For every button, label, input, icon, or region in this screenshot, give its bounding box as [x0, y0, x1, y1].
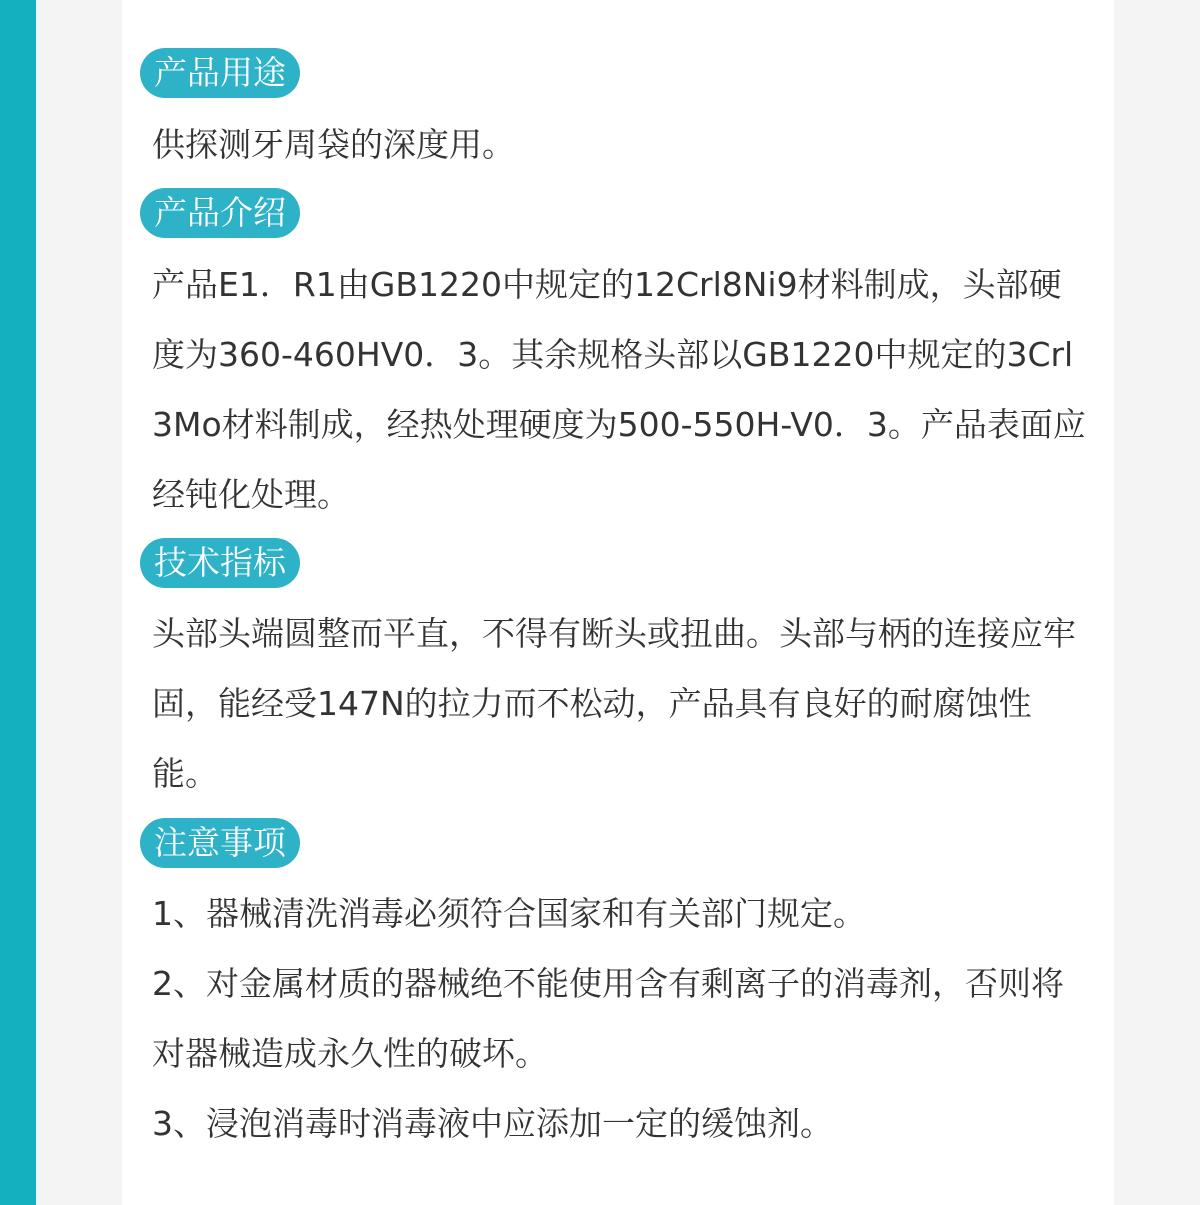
specs-text: 头部头端圆整而平直，不得有断头或扭曲。头部与柄的连接应牢固，能经受147N的拉力而不松动，产品具有良好的耐腐蚀性能。 — [152, 614, 1076, 793]
note-item-2: 2、对金属材质的器械绝不能使用含有剩离子的消毒剂，否则将对器械造成永久性的破坏。 — [152, 964, 1064, 1073]
note-item-1: 1、器械清洗消毒必须符合国家和有关部门规定。 — [152, 894, 866, 933]
intro-text: 产品E1．R1由GB1220中规定的12Crl8Ni9材料制成，头部硬度为360-460HV0．3。其余规格头部以GB1220中规定的3Crl3Mo材料制成，经热处理硬度为500-550H-V0．3。产品表面应经钝化处理。 — [152, 265, 1086, 514]
notes-section-title: 注意事项 — [140, 818, 300, 868]
left-accent-bar — [0, 0, 36, 1205]
specs-section-title: 技术指标 — [140, 538, 300, 588]
note-item-3: 3、浸泡消毒时消毒液中应添加一定的缓蚀剂。 — [152, 1104, 833, 1143]
usage-section-title: 产品用途 — [140, 48, 300, 98]
usage-text: 供探测牙周袋的深度用。 — [152, 125, 515, 164]
intro-section-title: 产品介绍 — [140, 188, 300, 238]
